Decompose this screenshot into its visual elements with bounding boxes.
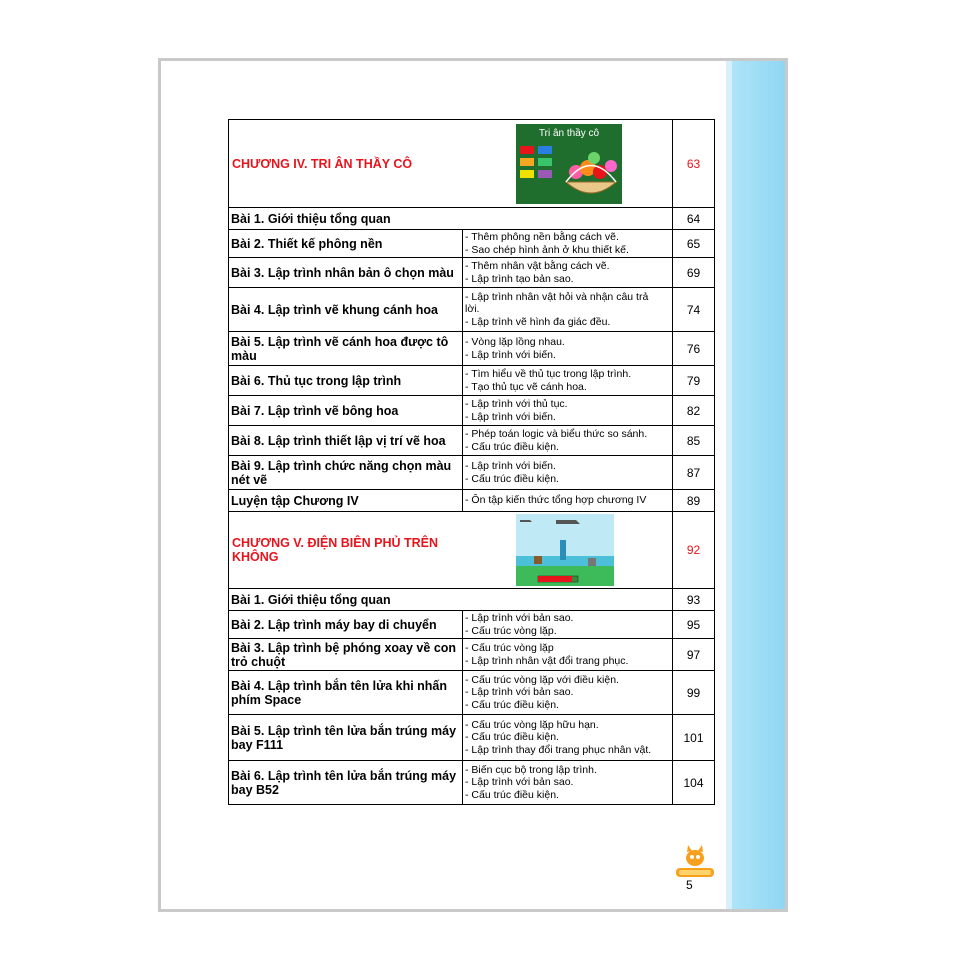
lesson-page: 76 bbox=[673, 332, 715, 366]
lesson-description-line: - Cấu trúc điều kiện. bbox=[465, 440, 559, 453]
lesson-description-line: - Vòng lặp lồng nhau. bbox=[465, 336, 565, 349]
lesson-page: 85 bbox=[673, 426, 715, 456]
lesson-page: 101 bbox=[673, 715, 715, 761]
lesson-title: Bài 3. Lập trình nhân bản ô chọn màu bbox=[229, 258, 463, 288]
lesson-description-line: - Lập trình với biến. bbox=[465, 460, 556, 473]
lesson-title: Bài 7. Lập trình vẽ bông hoa bbox=[229, 396, 463, 426]
lesson-description-line: - Sao chép hình ảnh ở khu thiết kế. bbox=[465, 243, 629, 256]
lesson-description-line: - Thêm nhân vật bằng cách vẽ. bbox=[465, 260, 610, 273]
chapter5-illustration bbox=[516, 514, 614, 586]
lesson-description-line: - Lập trình thay đổi trang phục nhân vật. bbox=[465, 743, 652, 756]
lesson-description-line: - Lập trình với biến. bbox=[465, 348, 556, 361]
lesson-description-line: - Tìm hiểu về thủ tục trong lập trình. bbox=[465, 368, 632, 381]
table-row bbox=[229, 611, 715, 639]
table-row bbox=[229, 396, 715, 426]
chapter4-illustration bbox=[516, 124, 622, 204]
table-row bbox=[229, 208, 715, 230]
lesson-title: Bài 6. Thủ tục trong lập trình bbox=[229, 366, 463, 396]
lesson-description-line: - Lập trình tạo bản sao. bbox=[465, 272, 574, 285]
lesson-page: 64 bbox=[673, 208, 715, 230]
lesson-description bbox=[463, 366, 673, 396]
lesson-description-line: - Cấu trúc điều kiện. bbox=[465, 472, 559, 485]
lesson-description-line: - Cấu trúc điều kiện. bbox=[465, 731, 559, 744]
lesson-page: 93 bbox=[673, 589, 715, 611]
table-row bbox=[229, 715, 715, 761]
chapter4-title: CHƯƠNG IV. TRI ÂN THẦY CÔ bbox=[232, 156, 413, 171]
lesson-title: Bài 6. Lập trình tên lửa bắn trúng máy bay B52 bbox=[229, 761, 463, 805]
lesson-description-line: - Lập trình nhân vật đổi trang phục. bbox=[465, 654, 629, 667]
lesson-page: 87 bbox=[673, 456, 715, 490]
lesson-description-line: - Cấu trúc điều kiện. bbox=[465, 788, 559, 801]
lesson-page: 69 bbox=[673, 258, 715, 288]
chapter4-row bbox=[229, 120, 715, 208]
lesson-title: Bài 8. Lập trình thiết lập vị trí vẽ hoa bbox=[229, 426, 463, 456]
lesson-page: 89 bbox=[673, 490, 715, 512]
lesson-title: Bài 3. Lập trình bệ phóng xoay về con trỏ chuột bbox=[229, 639, 463, 671]
lesson-description-line: - Lập trình với thủ tục. bbox=[465, 398, 568, 411]
lesson-page: 74 bbox=[673, 288, 715, 332]
lesson-description bbox=[463, 490, 673, 512]
lesson-description-line: - Lập trình với bản sao. bbox=[465, 612, 574, 625]
lesson-description-line: - Cấu trúc vòng lặp. bbox=[465, 624, 557, 637]
lesson-page: 65 bbox=[673, 230, 715, 258]
lesson-page: 95 bbox=[673, 611, 715, 639]
table-row bbox=[229, 230, 715, 258]
lesson-title: Bài 2. Lập trình máy bay di chuyển bbox=[229, 611, 463, 639]
table-row bbox=[229, 589, 715, 611]
table-row bbox=[229, 288, 715, 332]
lesson-description bbox=[463, 230, 673, 258]
lesson-page: 82 bbox=[673, 396, 715, 426]
lesson-description bbox=[463, 288, 673, 332]
lesson-description-line: - Lập trình với bản sao. bbox=[465, 776, 574, 789]
lesson-description bbox=[463, 332, 673, 366]
table-row bbox=[229, 332, 715, 366]
lesson-description-line: - Phép toán logic và biểu thức so sánh. bbox=[465, 428, 648, 441]
scratch-cat-logo-icon bbox=[674, 844, 716, 880]
lesson-description bbox=[463, 258, 673, 288]
table-row bbox=[229, 426, 715, 456]
lesson-description-line: - Lập trình với biến. bbox=[465, 410, 556, 423]
table-of-contents bbox=[228, 119, 715, 805]
table-row bbox=[229, 639, 715, 671]
table-row bbox=[229, 490, 715, 512]
lesson-description bbox=[463, 396, 673, 426]
lesson-description-line: - Thêm phông nền bằng cách vẽ. bbox=[465, 231, 619, 244]
lesson-description-line: - Cấu trúc vòng lặp với điều kiện. bbox=[465, 673, 619, 686]
lesson-description-line: lời. bbox=[465, 303, 480, 316]
lesson-title: Bài 2. Thiết kế phông nền bbox=[229, 230, 463, 258]
side-stripe bbox=[726, 61, 785, 909]
lesson-description bbox=[463, 715, 673, 761]
table-row bbox=[229, 761, 715, 805]
lesson-title: Bài 1. Giới thiệu tổng quan bbox=[229, 589, 673, 611]
lesson-description bbox=[463, 761, 673, 805]
lesson-description-line: - Cấu trúc vòng lặp hữu hạn. bbox=[465, 718, 599, 731]
lesson-description bbox=[463, 611, 673, 639]
table-row bbox=[229, 671, 715, 715]
lesson-title: Bài 4. Lập trình bắn tên lửa khi nhấn phím Space bbox=[229, 671, 463, 715]
page-number: 5 bbox=[686, 878, 693, 892]
lesson-description-line: - Lập trình vẽ hình đa giác đều. bbox=[465, 315, 611, 328]
lesson-description bbox=[463, 671, 673, 715]
chapter5-page: 92 bbox=[673, 512, 715, 589]
lesson-description bbox=[463, 456, 673, 490]
lesson-title: Bài 9. Lập trình chức năng chọn màu nét vẽ bbox=[229, 456, 463, 490]
lesson-description-line: - Biến cục bộ trong lập trình. bbox=[465, 763, 597, 776]
lesson-description-line: - Tạo thủ tục vẽ cánh hoa. bbox=[465, 380, 587, 393]
lesson-title: Bài 1. Giới thiệu tổng quan bbox=[229, 208, 673, 230]
lesson-page: 97 bbox=[673, 639, 715, 671]
lesson-description-line: - Lập trình với bản sao. bbox=[465, 686, 574, 699]
chapter5-title: CHƯƠNG V. ĐIỆN BIÊN PHỦ TRÊN KHÔNG bbox=[232, 536, 439, 564]
lesson-description-line: - Ôn tập kiến thức tổng hợp chương IV bbox=[465, 494, 647, 507]
lesson-page: 79 bbox=[673, 366, 715, 396]
lesson-description bbox=[463, 639, 673, 671]
lesson-page: 99 bbox=[673, 671, 715, 715]
lesson-description bbox=[463, 426, 673, 456]
lesson-description-line: - Lập trình nhân vật hỏi và nhận câu trả bbox=[465, 290, 649, 303]
lesson-title: Bài 4. Lập trình vẽ khung cánh hoa bbox=[229, 288, 463, 332]
lesson-page: 104 bbox=[673, 761, 715, 805]
chapter4-page: 63 bbox=[673, 120, 715, 208]
lesson-title: Luyện tập Chương IV bbox=[229, 490, 463, 512]
lesson-description-line: - Cấu trúc điều kiện. bbox=[465, 698, 559, 711]
lesson-title: Bài 5. Lập trình tên lửa bắn trúng máy bay F111 bbox=[229, 715, 463, 761]
chapter5-row bbox=[229, 512, 715, 589]
chapter4-image-caption: Tri ân thầy cô bbox=[538, 127, 600, 139]
lesson-title: Bài 5. Lập trình vẽ cánh hoa được tô màu bbox=[229, 332, 463, 366]
lesson-description-line: - Cấu trúc vòng lặp bbox=[465, 642, 554, 655]
table-row bbox=[229, 366, 715, 396]
table-row bbox=[229, 456, 715, 490]
table-row bbox=[229, 258, 715, 288]
